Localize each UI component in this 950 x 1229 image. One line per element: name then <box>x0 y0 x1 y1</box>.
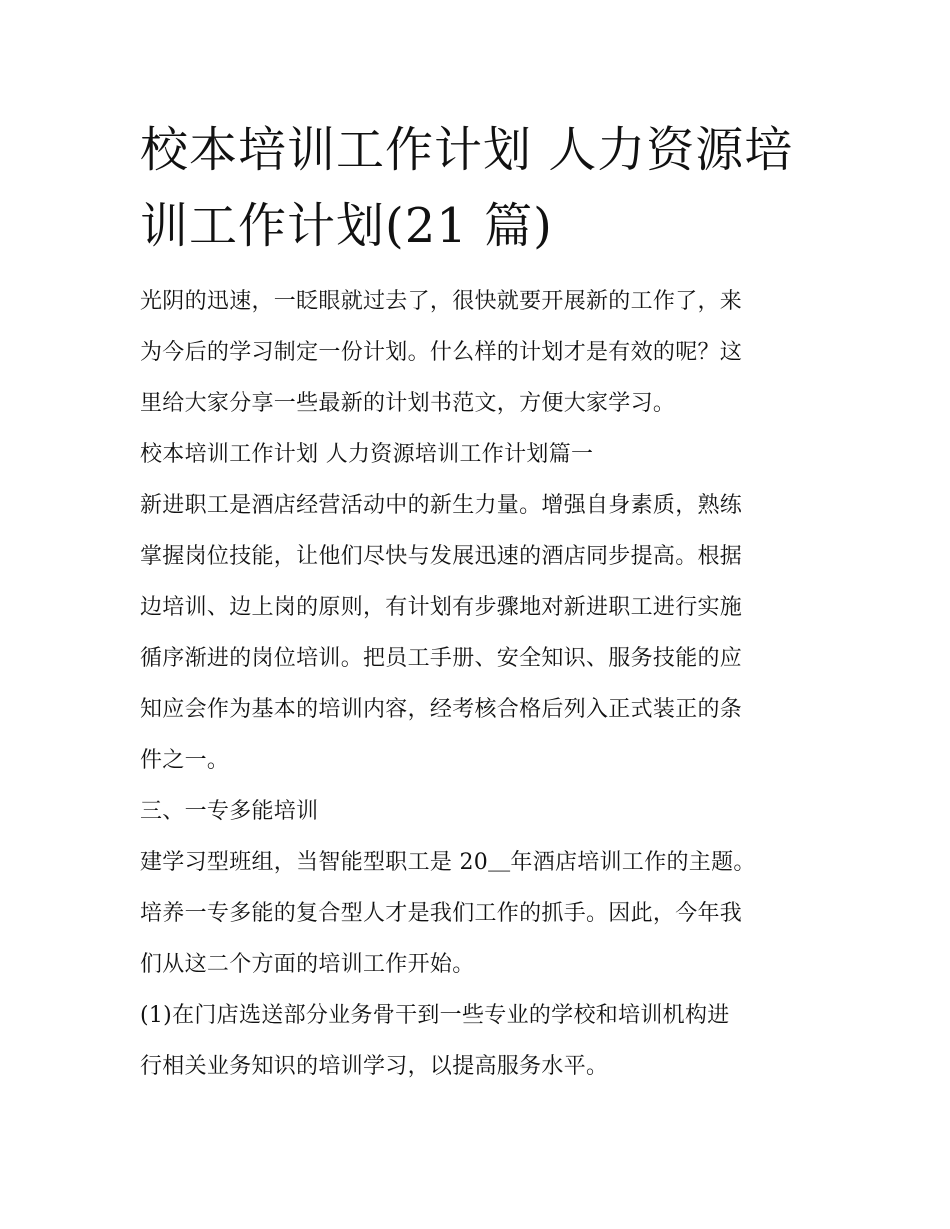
body-line: 循序渐进的岗位培训。把员工手册、安全知识、服务技能的应 <box>140 646 743 671</box>
section-heading: 校本培训工作计划 人力资源培训工作计划篇一 <box>140 442 594 467</box>
title-line-1: 校本培训工作计划 人力资源培 <box>140 122 794 178</box>
document-body <box>140 276 830 1092</box>
body-line: 光阴的迅速，一眨眼就过去了，很快就要开展新的工作了，来 <box>140 289 743 314</box>
body-line: 新进职工是酒店经营活动中的新生力量。增强自身素质，熟练 <box>140 493 743 518</box>
body-line: 里给大家分享一些最新的计划书范文，方便大家学习。 <box>140 391 676 416</box>
document-title <box>140 112 820 264</box>
body-line: 建学习型班组，当智能型职工是 20＿年酒店培训工作的主题。 <box>140 850 756 875</box>
body-line: 知应会作为基本的培训内容，经考核合格后列入正式装正的条 <box>140 697 743 722</box>
body-line: 掌握岗位技能，让他们尽快与发展迅速的酒店同步提高。根据 <box>140 544 743 569</box>
body-line: 为今后的学习制定一份计划。什么样的计划才是有效的呢？这 <box>140 340 743 365</box>
body-line: 件之一。 <box>140 748 230 773</box>
section-heading: 三、一专多能培训 <box>140 799 319 824</box>
body-line: 们从这二个方面的培训工作开始。 <box>140 952 475 977</box>
body-line: 边培训、边上岗的原则，有计划有步骤地对新进职工进行实施 <box>140 595 743 620</box>
title-line-2: 训工作计划(21 篇) <box>140 198 553 254</box>
body-line: (1)在门店选送部分业务骨干到一些专业的学校和培训机构进 <box>140 1003 730 1028</box>
body-line: 培养一专多能的复合型人才是我们工作的抓手。因此，今年我 <box>140 901 743 926</box>
body-line: 行相关业务知识的培训学习，以提高服务水平。 <box>140 1054 609 1079</box>
